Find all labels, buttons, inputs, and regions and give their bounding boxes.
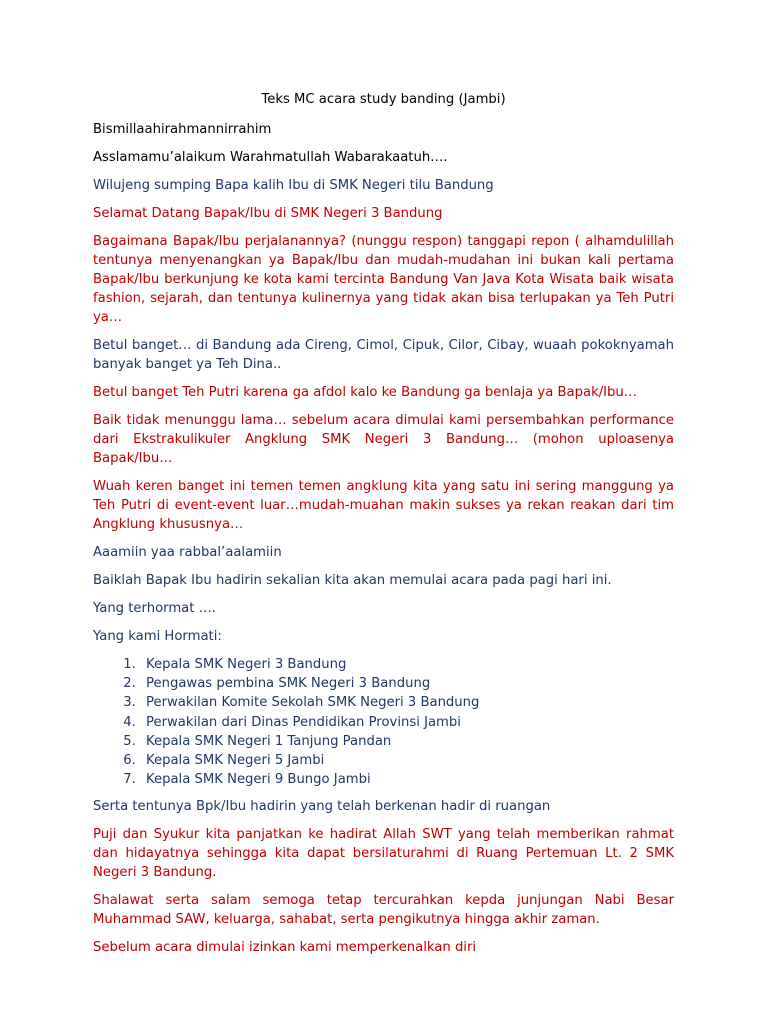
document-page — [93, 90, 674, 966]
paragraph: Bagaimana Bapak/Ibu perjalanannya? (nunggu respon) tanggapi repon ( alhamdulillah tentunya menyenangkan ya Bapak/Ibu dan mudah-mudahan ini bukan kali pertama Bapak/Ibu berkunjung ke kota kami tercinta Bandung Van Java Kota Wisata baik wisata fashion, sejarah, dan tentunya kulinernya yang tidak akan bisa terlupakan ya Teh Putri ya… — [93, 234, 674, 325]
paragraph: Bismillaahirahmannirrahim — [93, 122, 272, 137]
list-item: 2. Pengawas pembina SMK Negeri 3 Bandung — [140, 674, 674, 693]
paragraph: Betul banget… di Bandung ada Cireng, Cimol, Cipuk, Cilor, Cibay, wuaah pokoknyamah banyak banget ya Teh Dina.. — [93, 338, 674, 372]
list-item: 1. Kepala SMK Negeri 3 Bandung — [140, 655, 674, 674]
paragraph: Sebelum acara dimulai izinkan kami memperkenalkan diri — [93, 940, 477, 956]
paragraph: Serta tentunya Bpk/Ibu hadirin yang telah berkenan hadir di ruangan — [93, 799, 551, 815]
paragraph: Wuah keren banget ini temen temen angklung kita yang satu ini sering manggung ya Teh Putri di event-event luar…mudah-muahan makin sukses ya rekan reakan dari tim Angklung khususnya… — [93, 479, 674, 532]
paragraph: Yang kami Hormati: — [93, 629, 222, 644]
paragraph-group-bottom — [93, 797, 674, 957]
paragraph: Baik tidak menunggu lama… sebelum acara dimulai kami persembahkan performance dari Ekstrakulikuler Angklung SMK Negeri 3 Bandung… (mohon uploasenya Bapak/Ibu… — [93, 413, 674, 466]
paragraph: Asslamamu’alaikum Warahmatullah Wabarakaatuh…. — [93, 150, 448, 165]
paragraph: Betul banget Teh Putri karena ga afdol kalo ke Bandung ga benlaja ya Bapak/Ibu… — [93, 385, 637, 400]
paragraph: Selamat Datang Bapak/Ibu di SMK Negeri 3 Bandung — [93, 206, 443, 221]
paragraph: Puji dan Syukur kita panjatkan ke hadirat Allah SWT yang telah memberikan rahmat dan hidayatnya sehingga kita dapat bersilaturahmi di Ruang Pertemuan Lt. 2 SMK Negeri 3 Bandung. — [93, 827, 674, 881]
paragraph: Yang terhormat …. — [93, 601, 216, 616]
paragraph-group-top — [93, 120, 674, 646]
paragraph: Aaamiin yaa rabbal’aalamiin — [93, 545, 282, 560]
paragraph: Wilujeng sumping Bapa kalih Ibu di SMK Negeri tilu Bandung — [93, 178, 494, 193]
list-item: 7. Kepala SMK Negeri 9 Bungo Jambi — [140, 770, 674, 789]
paragraph: Shalawat serta salam semoga tetap tercurahkan kepda junjungan Nabi Besar Muhammad SAW, keluarga, sahabat, serta pengikutnya hingga akhir zaman. — [93, 893, 674, 928]
paragraph: Baiklah Bapak Ibu hadirin sekalian kita akan memulai acara pada pagi hari ini. — [93, 573, 612, 588]
document-title: Teks MC acara study banding (Jambi) — [261, 92, 506, 107]
list-item: 6. Kepala SMK Negeri 5 Jambi — [140, 751, 674, 770]
list-item: 4. Perwakilan dari Dinas Pendidikan Provinsi Jambi — [140, 713, 674, 732]
list-item: 3. Perwakilan Komite Sekolah SMK Negeri 3 Bandung — [140, 693, 674, 712]
list-item: 5. Kepala SMK Negeri 1 Tanjung Pandan — [140, 732, 674, 751]
attendee-list — [93, 655, 674, 789]
